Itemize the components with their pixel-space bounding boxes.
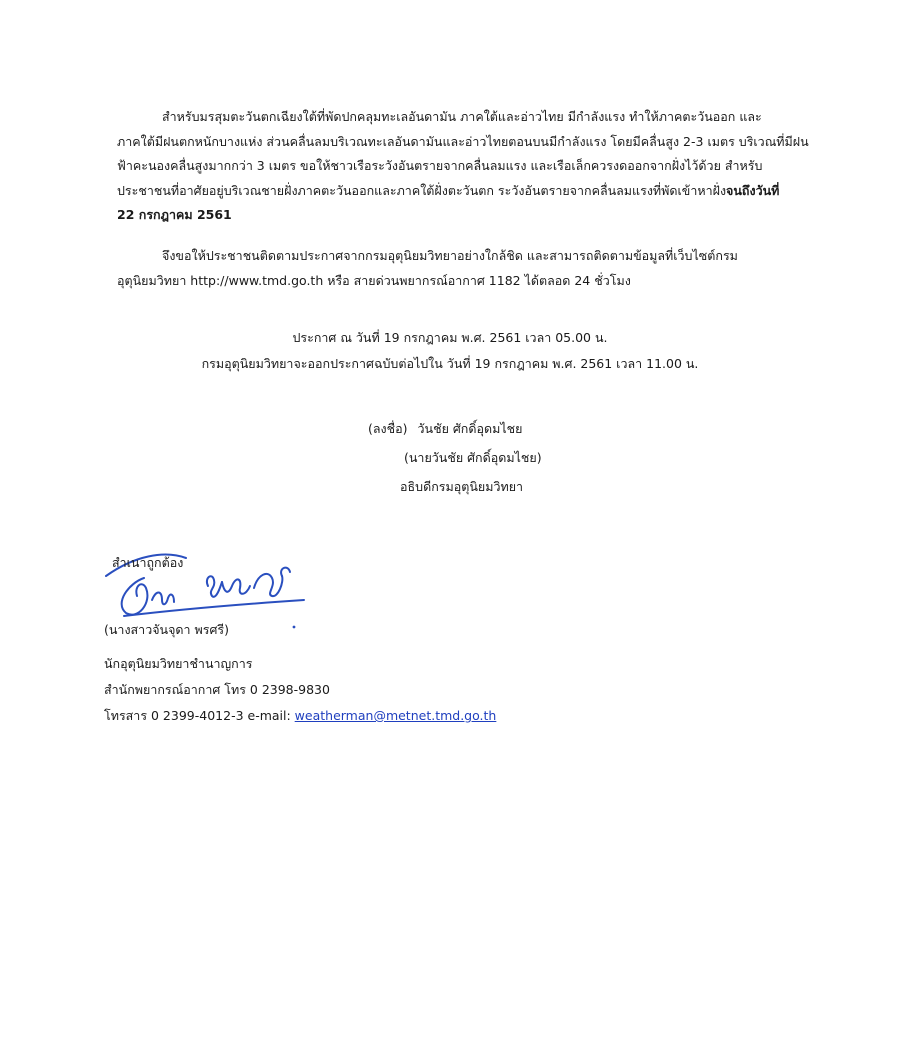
- position-title: อธิบดีกรมอุตุนิยมวิทยา: [400, 479, 524, 494]
- deadline-date: 22 กรกฎาคม 2561: [117, 207, 232, 222]
- signed-name: วันชัย ศักดิ์อุดมไชย: [417, 421, 523, 436]
- certifier-name: (นางสาวจันจุดา พรศรี): [104, 622, 229, 637]
- certifier-info: [104, 651, 496, 729]
- paragraph-text: ประชาชนที่อาศัยอยู่บริเวณชายฝั่งภาคตะวันออกและภาคใต้ฝั่งตะวันตก ระวังอันตรายจากคลื่นลมแรงที่พัดเข้าหาฝั่ง: [117, 182, 727, 198]
- advisory-paragraph: [117, 244, 817, 293]
- fax-number: โทรสาร 0 2399-4012-3 e-mail:: [104, 708, 295, 723]
- paragraph-line: อุตุนิยมวิทยา http://www.tmd.go.th หรือ สายด่วนพยากรณ์อากาศ 1182 ได้ตลอด 24 ชั่วโมง: [117, 272, 631, 288]
- certifier-title: นักอุตุนิยมวิทยาชำนาญการ: [104, 656, 253, 671]
- email-link[interactable]: weatherman@metnet.tmd.go.th: [294, 708, 497, 723]
- paragraph-line: [117, 179, 817, 204]
- deadline-text: จนถึงวันที่: [726, 182, 780, 198]
- printed-name: (นายวันชัย ศักดิ์อุดมไชย): [404, 450, 542, 465]
- paragraph-line: ฟ้าคะนองคลื่นสูงมากกว่า 3 เมตร ขอให้ชาวเรือระวังอันตรายจากคลื่นลมแรง และเรือเล็กควรงดออกจากฝั่งไว้ด้วย สำหรับ: [117, 158, 763, 173]
- warning-paragraph: [117, 105, 817, 228]
- next-issue-time: กรมอุตุนิยมวิทยาจะออกประกาศฉบับต่อไปใน วันที่ 19 กรกฎาคม พ.ศ. 2561 เวลา 11.00 น.: [201, 356, 699, 371]
- office-phone: สำนักพยากรณ์อากาศ โทร 0 2398-9830: [104, 682, 330, 697]
- fax-email-line: [104, 703, 496, 729]
- director-signature-block: [360, 414, 542, 501]
- paragraph-line: จึงขอให้ประชาชนติดตามประกาศจากกรมอุตุนิยมวิทยาอย่างใกล้ชิด และสามารถติดตามข้อมูลที่เว็บไซต์กรม: [162, 248, 738, 263]
- signed-line: [360, 414, 542, 443]
- paragraph-line: สำหรับมรสุมตะวันตกเฉียงใต้ที่พัดปกคลุมทะเลอันดามัน ภาคใต้และอ่าวไทย มีกำลังแรง ทำให้ภาคตะวันออก และ: [162, 109, 762, 124]
- announcement-block: [0, 325, 900, 377]
- paragraph-line: ภาคใต้มีฝนตกหนักบางแห่ง ส่วนคลื่นลมบริเวณทะเลอันดามันและอ่าวไทยตอนบนมีกำลังแรง โดยมีคลื่นสูง 2-3 เมตร บริเวณที่มีฝน: [117, 133, 809, 149]
- signed-label: (ลงชื่อ): [368, 421, 408, 436]
- issued-time: ประกาศ ณ วันที่ 19 กรกฎาคม พ.ศ. 2561 เวลา 05.00 น.: [292, 330, 608, 345]
- certified-label: สำเนาถูกต้อง: [112, 555, 184, 570]
